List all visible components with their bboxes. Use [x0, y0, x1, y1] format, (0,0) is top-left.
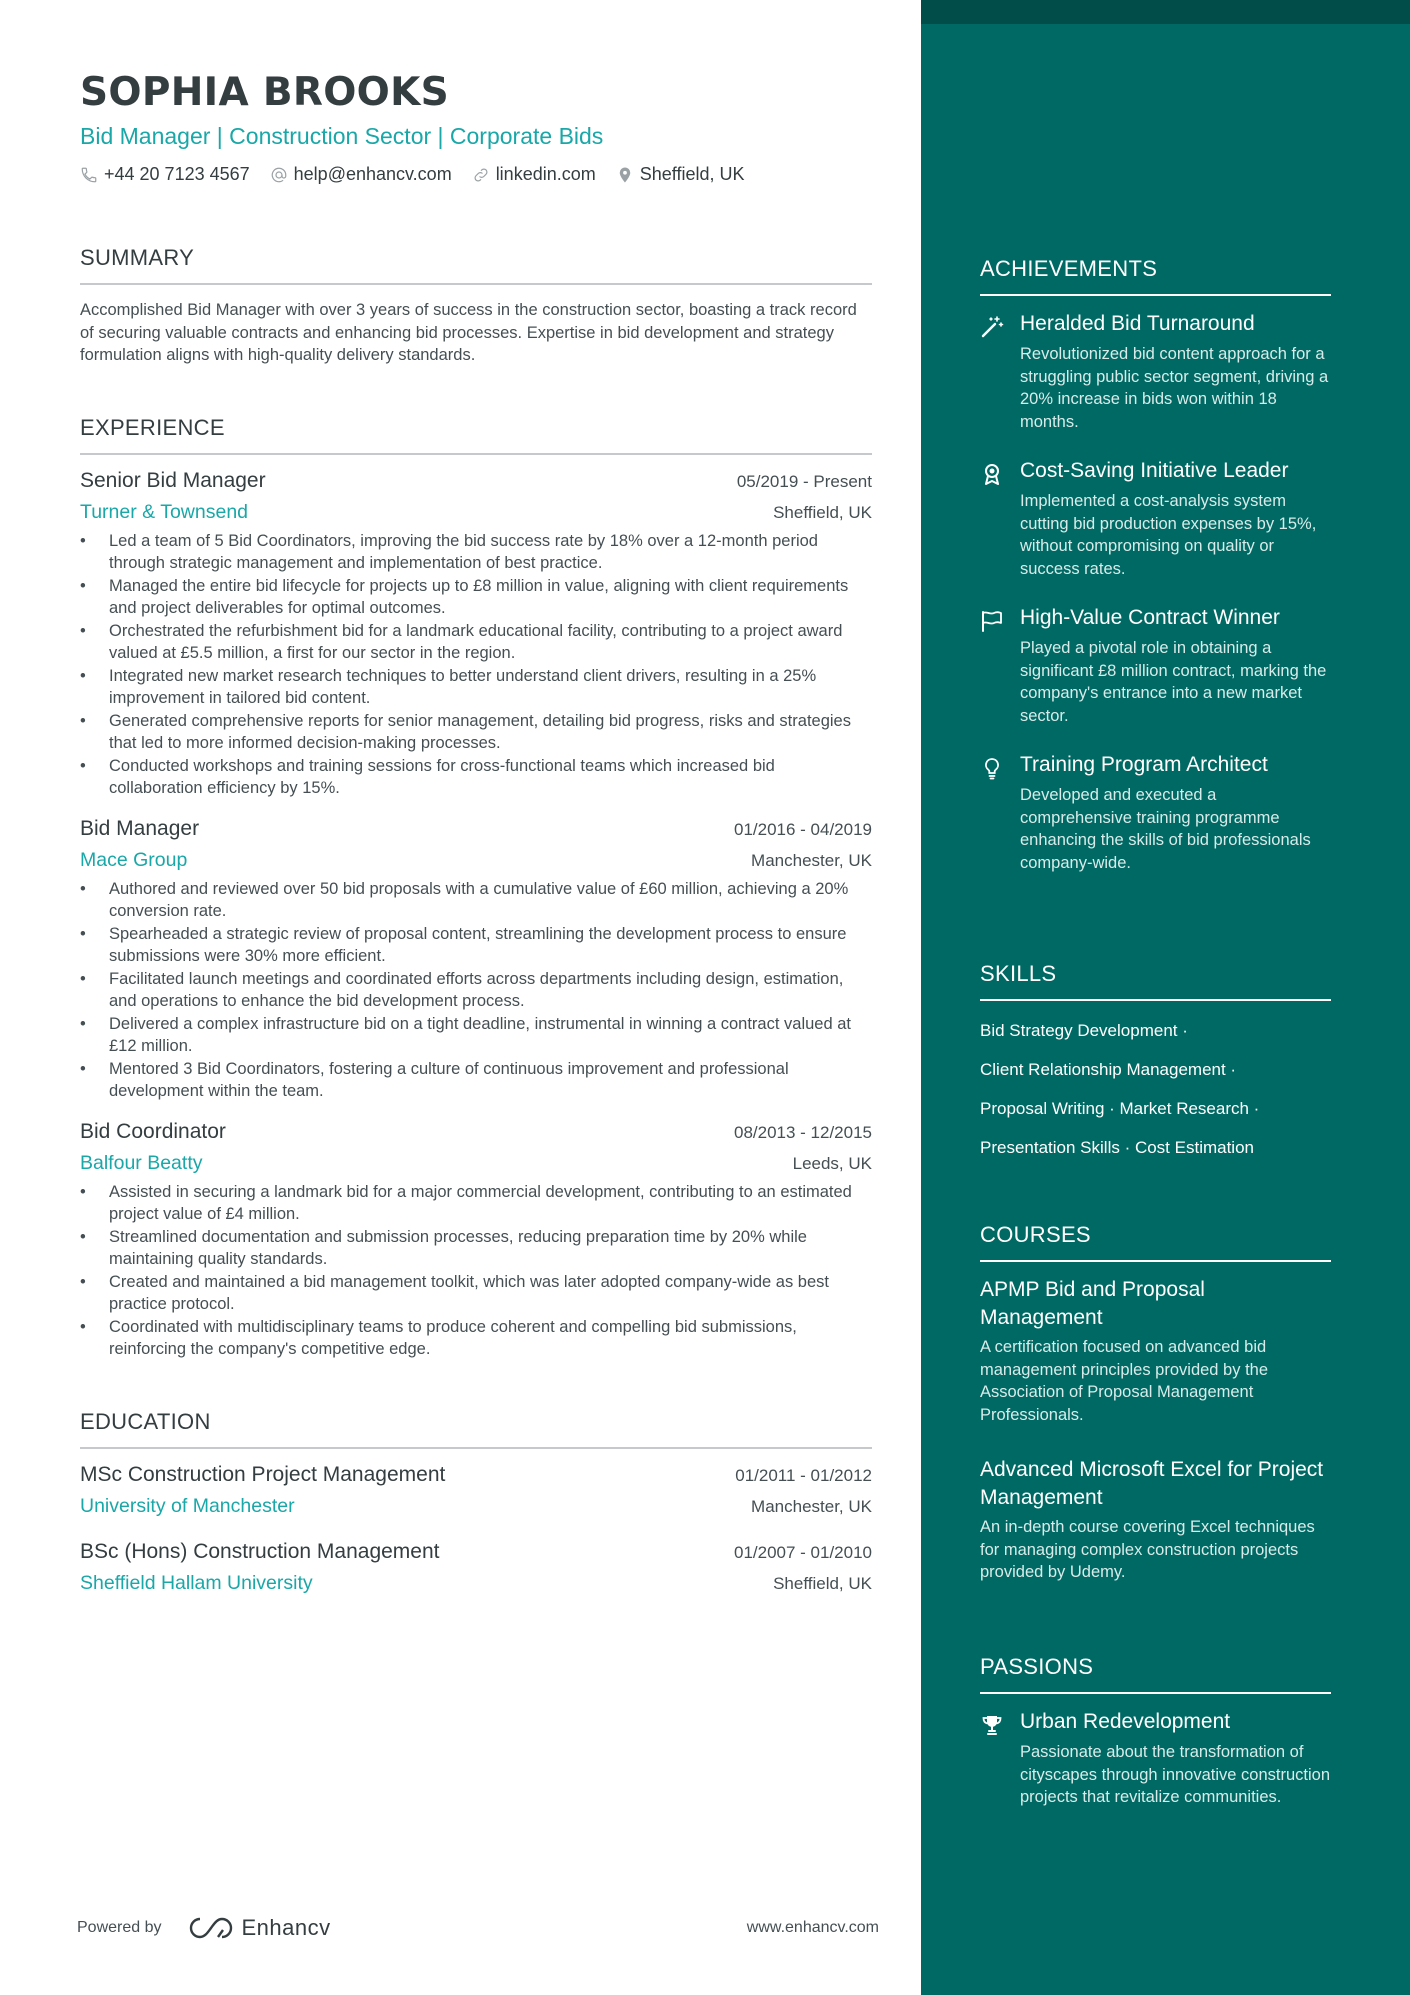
phone-icon	[80, 166, 98, 184]
at-icon	[270, 166, 288, 184]
job-bullets	[80, 878, 872, 1103]
powered-by	[77, 1915, 331, 1941]
bullet-item: • Delivered a complex infrastructure bid on a tight deadline, instrumental in winning a contract valued at £12 million.	[80, 1013, 872, 1058]
company-name: Turner & Townsend	[80, 500, 249, 523]
bullet-item: • Orchestrated the refurbishment bid for a landmark educational facility, contributing to a project award valued at £5.5 million, a first for our sector in the region.	[80, 620, 872, 665]
job-bullets	[80, 530, 872, 800]
achievement-title: Heralded Bid Turnaround	[1020, 312, 1255, 335]
job-title: Senior Bid Manager	[80, 468, 266, 492]
course-desc: An in-depth course covering Excel techniques for managing complex construction projects provided by Udemy.	[980, 1518, 1315, 1581]
achievements-section	[980, 256, 1331, 874]
job-date: 05/2019 - Present	[736, 471, 872, 491]
bullet-item: • Coordinated with multidisciplinary teams to produce coherent and compelling bid submissions, reinforcing the company's competitive edge.	[80, 1316, 872, 1361]
award-medal-icon	[980, 462, 1004, 486]
contact-email[interactable]	[270, 164, 452, 185]
job-bullets	[80, 1181, 872, 1361]
sidebar-top-bar	[921, 0, 1410, 24]
trophy-icon	[980, 1713, 1004, 1737]
education-date: 01/2011 - 01/2012	[735, 1465, 872, 1485]
bullet-item: • Created and maintained a bid management toolkit, which was later adopted company-wide as best practice protocol.	[80, 1271, 872, 1316]
passion-desc: Passionate about the transformation of cityscapes through innovative construction projects that revitalize communities.	[1020, 1743, 1331, 1806]
summary-title: SUMMARY	[80, 245, 872, 285]
contact-linkedin[interactable]	[472, 164, 596, 185]
bullet-item: • Led a team of 5 Bid Coordinators, improving the bid success rate by 18% over a 12-month period through strategic management and implementation of best practice.	[80, 530, 872, 575]
achievement-item	[980, 606, 1331, 727]
bullet-item: • Authored and reviewed over 50 bid proposals with a cumulative value of £60 million, achieving a 20% conversion rate.	[80, 878, 872, 923]
job-location: Leeds, UK	[792, 1153, 872, 1173]
email-text: help@enhancv.com	[293, 164, 452, 184]
courses-title: COURSES	[980, 1222, 1331, 1262]
job-title: Bid Coordinator	[80, 1119, 226, 1143]
website-link[interactable]: www.enhancv.com	[746, 1919, 879, 1936]
achievements-title: ACHIEVEMENTS	[980, 256, 1331, 296]
achievement-desc: Implemented a cost-analysis system cutting bid production expenses by 15%, without compromising on quality or success rates.	[1020, 492, 1317, 578]
bullet-item: • Conducted workshops and training sessions for cross-functional teams which increased bid collaboration efficiency by 15%.	[80, 755, 872, 800]
education-date: 01/2007 - 01/2010	[733, 1542, 872, 1562]
education-location: Manchester, UK	[751, 1496, 872, 1516]
passion-item	[980, 1710, 1331, 1809]
achievement-desc: Developed and executed a comprehensive training programme enhancing the skills of bid professionals company-wide.	[1020, 786, 1311, 872]
experience-title: EXPERIENCE	[80, 415, 872, 455]
contact-bar	[80, 164, 921, 185]
phone-text: +44 20 7123 4567	[104, 164, 250, 184]
education-section	[80, 1409, 872, 1595]
job-location: Sheffield, UK	[773, 502, 872, 522]
job-entry	[80, 1120, 872, 1361]
page-footer	[77, 1915, 879, 1941]
achievement-item	[980, 312, 1331, 433]
passions-title: PASSIONS	[980, 1654, 1331, 1694]
achievement-title: High-Value Contract Winner	[1020, 606, 1280, 629]
linkedin-text: linkedin.com	[495, 164, 596, 184]
school-name: University of Manchester	[80, 1494, 295, 1517]
company-name: Balfour Beatty	[80, 1151, 203, 1174]
bullet-item: • Streamlined documentation and submission processes, reducing preparation time by 20% while maintaining quality standards.	[80, 1226, 872, 1271]
job-date: 08/2013 - 12/2015	[733, 1122, 872, 1142]
flag-icon	[980, 609, 1004, 633]
course-item	[980, 1276, 1331, 1426]
magic-wand-icon	[980, 315, 1004, 339]
passion-title: Urban Redevelopment	[1020, 1710, 1231, 1733]
achievement-title: Cost-Saving Initiative Leader	[1020, 459, 1289, 482]
degree-title: BSc (Hons) Construction Management	[80, 1539, 440, 1563]
education-entry	[80, 1540, 872, 1595]
location-text: Sheffield, UK	[639, 164, 745, 184]
bullet-item: • Mentored 3 Bid Coordinators, fostering a culture of continuous improvement and professional development within the team.	[80, 1058, 872, 1103]
summary-text: Accomplished Bid Manager with over 3 years of success in the construction sector, boasting a track record of securing valuable contracts and enhancing bid processes. Expertise in bid development and strategy formulation aligns with high-quality delivery standards.	[80, 301, 857, 364]
sidebar	[921, 0, 1410, 1995]
education-location: Sheffield, UK	[773, 1573, 872, 1593]
job-date: 01/2016 - 04/2019	[733, 819, 872, 839]
job-entry	[80, 817, 872, 1103]
skill-line: Proposal Writing · Market Research ·	[980, 1099, 1260, 1118]
job-entry	[80, 469, 872, 800]
course-desc: A certification focused on advanced bid management principles provided by the Association of Proposal Management Professionals.	[980, 1338, 1269, 1424]
courses-section	[980, 1222, 1331, 1584]
bullet-item: • Generated comprehensive reports for senior management, detailing bid progress, risks and strategies that led to more informed decision-making processes.	[80, 710, 872, 755]
job-location: Manchester, UK	[751, 850, 872, 870]
enhancv-brand: Enhancv	[241, 1915, 331, 1940]
achievement-item	[980, 459, 1331, 580]
link-icon	[472, 166, 490, 184]
candidate-tagline: Bid Manager | Construction Sector | Corporate Bids	[80, 123, 604, 149]
skill-line: Client Relationship Management ·	[980, 1060, 1237, 1079]
job-title: Bid Manager	[80, 816, 200, 840]
lightbulb-icon	[980, 756, 1004, 780]
skills-section	[980, 961, 1331, 1167]
achievement-desc: Played a pivotal role in obtaining a significant £8 million contract, marking the company's entrance into a new market sector.	[1020, 639, 1327, 725]
bullet-item: • Managed the entire bid lifecycle for projects up to £8 million in value, aligning with client requirements and project deliverables for optimal outcomes.	[80, 575, 872, 620]
school-name: Sheffield Hallam University	[80, 1571, 313, 1594]
bullet-item: • Facilitated launch meetings and coordinated efforts across departments including design, estimation, and operations to enhance the bid development process.	[80, 968, 872, 1013]
skill-line: Presentation Skills · Cost Estimation	[980, 1138, 1254, 1157]
contact-location	[616, 164, 745, 185]
skill-line: Bid Strategy Development ·	[980, 1021, 1188, 1040]
bullet-item: • Assisted in securing a landmark bid for a major commercial development, contributing to an estimated project value of £4 million.	[80, 1181, 872, 1226]
contact-phone[interactable]	[80, 164, 250, 185]
candidate-name: SOPHIA BROOKS	[80, 70, 450, 115]
bullet-item: • Spearheaded a strategic review of proposal content, streamlining the development process to ensure submissions were 30% more efficient.	[80, 923, 872, 968]
education-entry	[80, 1463, 872, 1518]
skills-title: SKILLS	[980, 961, 1331, 1001]
summary-section	[80, 245, 872, 367]
enhancv-logo-icon	[188, 1915, 234, 1941]
course-item	[980, 1456, 1331, 1584]
course-title: APMP Bid and Proposal Management	[980, 1278, 1205, 1329]
company-name: Mace Group	[80, 848, 188, 871]
degree-title: MSc Construction Project Management	[80, 1462, 446, 1486]
course-title: Advanced Microsoft Excel for Project Management	[980, 1458, 1324, 1509]
skills-list	[980, 1011, 1331, 1167]
achievement-title: Training Program Architect	[1020, 753, 1268, 776]
experience-section	[80, 415, 872, 1361]
passions-section	[980, 1654, 1331, 1809]
achievement-desc: Revolutionized bid content approach for a struggling public sector segment, driving a 20% increase in bids won within 18 months.	[1020, 345, 1329, 431]
location-pin-icon	[616, 166, 634, 184]
bullet-item: • Integrated new market research techniques to better understand client drivers, resulting in a 25% improvement in tailored bid content.	[80, 665, 872, 710]
powered-by-label: Powered by	[77, 1919, 162, 1936]
education-title: EDUCATION	[80, 1409, 872, 1449]
achievement-item	[980, 753, 1331, 874]
